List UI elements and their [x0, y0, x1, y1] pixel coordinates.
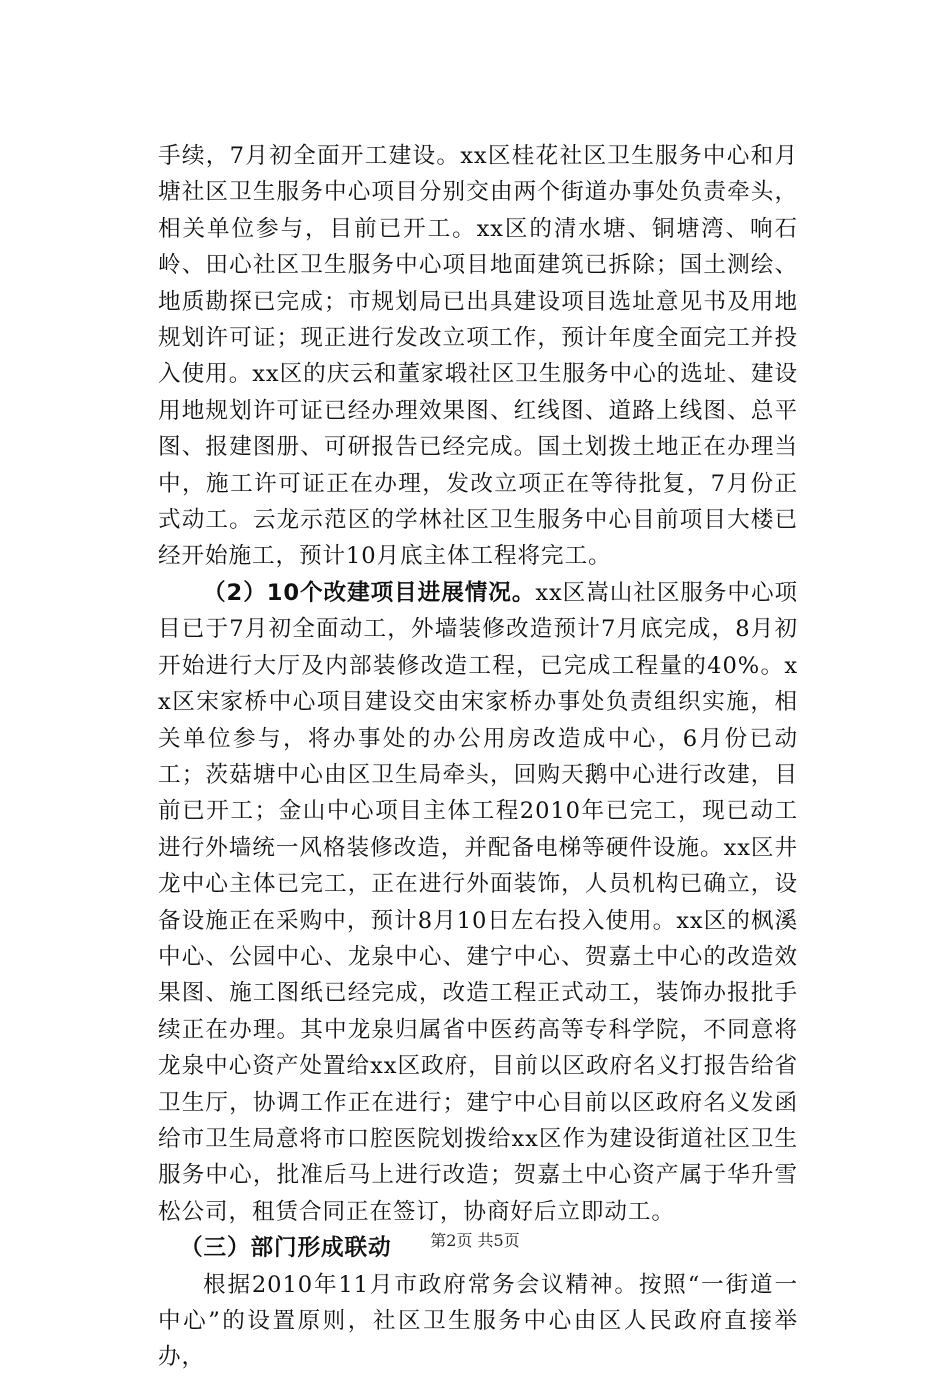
- paragraph-lead-renovation: （2）10个改建项目进展情况。: [203, 579, 536, 606]
- document-body: [158, 138, 798, 1376]
- paragraph-new-construction: 手续，7月初全面开工建设。xx区桂花社区卫生服务中心和月塘社区卫生服务中心项目分别交由两个街道办事处负责牵头，相关单位参与，目前已开工。xx区的清水塘、铜塘湾、响石岭、田心社区卫生服务中心项目地面建筑已拆除；国土测绘、地质勘探已完成；市规划局已出具建设项目选址意见书及用地规划许可证；现正进行发改立项工作，预计年度全面完工并投入使用。xx区的庆云和董家塅社区卫生服务中心的选址、建设用地规划许可证已经办理效果图、红线图、道路上线图、总平图、报建图册、可研报告已经完成。国土划拨土地正在办理当中，施工许可证正在办理，发改立项正在等待批复，7月份正式动工。云龙示范区的学林社区卫生服务中心目前项目大楼已经开始施工，预计10月底主体工程将完工。: [158, 143, 798, 570]
- section-heading-department-linkage: （三）部门形成联动: [180, 1235, 392, 1262]
- paragraph-body-renovation: xx区嵩山社区服务中心项目已于7月初全面动工，外墙装修改造预计7月底完成，8月初开始进行大厅及内部装修改造工程，已完成工程量的40%。xx区宋家桥中心项目建设交由宋家桥办事处负责组织实施，相关单位参与，将办事处的办公用房改造成中心，6月份已动工；茨菇塘中心由区卫生局牵头，回购天鹅中心进行改建，目前已开工；金山中心项目主体工程2010年已完工，现已动工进行外墙统一风格装修改造，并配备电梯等硬件设施。xx区井龙中心主体已完工，正在进行外面装饰，人员机构已确立，设备设施正在采购中，预计8月10日左右投入使用。xx区的枫溪中心、公园中心、龙泉中心、建宁中心、贺嘉土中心的改造效果图、施工图纸已经完成，改造工程正式动工，装饰办报批手续正在办理。其中龙泉归属省中医药高等专科学院，不同意将龙泉中心资产处置给xx区政府，目前以区政府名义打报告给省卫生厅，协调工作正在进行；建宁中心目前以区政府名义发函给市卫生局意将市口腔医院划拨给xx区作为建设街道社区卫生服务中心，批准后马上进行改造；贺嘉土中心资产属于华升雪松公司，租赁合同正在签订，协商好后立即动工。: [158, 579, 798, 1225]
- page-number-footer: 第2页 共5页: [430, 1231, 520, 1250]
- paragraph-department-linkage: 根据2010年11月市政府常务会议精神。按照“一街道一中心”的设置原则，社区卫生服务中心由区人民政府直接举办，: [158, 1271, 798, 1371]
- paragraph-renovation-projects: [158, 575, 798, 1230]
